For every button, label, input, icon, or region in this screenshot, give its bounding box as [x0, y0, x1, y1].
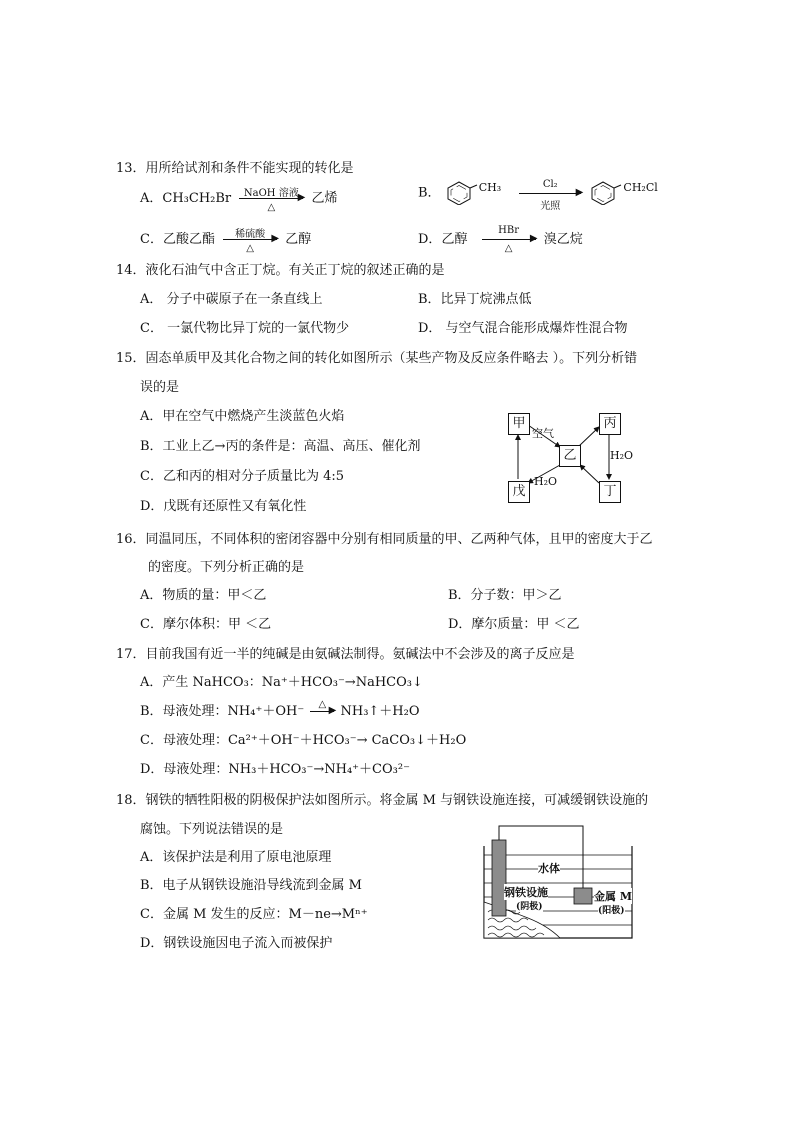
label-steel-cathode: (阴极) [516, 899, 543, 912]
q13-option-c [140, 228, 312, 254]
product: 乙烯 [311, 191, 338, 206]
q15-stem-line1: 15．固态单质甲及其化合物之间的转化如图所示（某些产物及反应条件略去 ）。下列分析错 [116, 351, 638, 366]
label-metal-m: 金属 M [594, 890, 633, 903]
q18-option-a: A．该保护法是利用了原电池原理 [140, 850, 332, 865]
node-wu: 戊 [508, 481, 530, 503]
reaction-arrow: 稀硫酸 ▶ △ [223, 239, 277, 240]
q13-option-a [140, 187, 338, 213]
equation-left: B．母液处理：NH₄⁺＋OH⁻ [140, 704, 305, 719]
q18-stem-line1: 18．钢铁的牺牲阳极的阴极保护法如图所示。将金属 M 与钢铁设施连接，可减缓钢铁设施的 [116, 793, 649, 808]
substituent: CH₂Cl [623, 180, 658, 194]
arrow-condition-above: NaOH 溶液 [243, 188, 299, 199]
arrow-condition-below: 光照 [540, 200, 561, 212]
reaction-arrow: △ ▶ [310, 711, 334, 712]
q15-option-d: D．戊既有还原性又有氧化性 [140, 499, 307, 514]
product: 溴乙烷 [543, 232, 583, 247]
q14-option-c: C． 一氯代物比异丁烷的一氯代物少 [140, 321, 350, 336]
option-label: C． [140, 232, 163, 247]
q17-stem: 17．目前我国有近一半的纯碱是由氨碱法制得。氨碱法中不会涉及的离子反应是 [116, 647, 575, 662]
q18-cathodic-protection-diagram [478, 822, 638, 942]
arrow-condition-below: △ [267, 202, 276, 213]
substituent: CH₃ [478, 180, 502, 194]
label-metal-anode: (阳极) [598, 903, 625, 916]
label-water: 水体 [538, 862, 560, 875]
reactant: CH₃CH₂Br [162, 191, 232, 206]
q16-option-a: A．物质的量：甲＜乙 [140, 588, 267, 603]
arrow-condition-above: Cl₂ [542, 178, 558, 190]
q17-option-d: D．母液处理：NH₃＋HCO₃⁻→NH₄⁺＋CO₃²⁻ [140, 762, 410, 777]
arrow-condition-above: 稀硫酸 [235, 229, 266, 240]
q14-option-b: B．比异丁烷沸点低 [418, 292, 532, 307]
option-label: A． [140, 191, 163, 206]
label-steel: 钢铁设施 [504, 886, 548, 899]
reaction-arrow: HBr ▶ △ [482, 239, 536, 240]
electrochem-setup [478, 822, 638, 942]
q13-option-b [418, 178, 672, 212]
reactant: 乙酸乙酯 [162, 232, 215, 247]
option-label: B． [418, 185, 441, 201]
q13-stem: 13．用所给试剂和条件不能实现的转化是 [116, 161, 354, 176]
q15-stem-line2: 误的是 [140, 380, 180, 395]
q14-option-a: A． 分子中碳原子在一条直线上 [140, 292, 323, 307]
q15-option-c: C．乙和丙的相对分子质量比为 4:5 [140, 469, 345, 484]
node-yi: 乙 [559, 445, 581, 467]
label-air: 空气 [532, 427, 554, 440]
node-ding: 丁 [599, 481, 621, 503]
q13-option-d [418, 225, 583, 254]
option-label: D． [418, 232, 442, 247]
q17-option-b [140, 700, 420, 719]
q16-option-b: B．分子数：甲＞乙 [448, 588, 562, 603]
q18-stem-line2: 腐蚀。下列说法错误的是 [140, 822, 284, 837]
reaction-arrow: Cl₂ ▶ 光照 [519, 193, 581, 194]
node-bing: 丙 [599, 413, 621, 435]
q16-stem-line1: 16．同温同压，不同体积的密闭容器中分别有相同质量的甲、乙两种气体，且甲的密度大于乙 [116, 532, 653, 547]
equation-right: NH₃↑＋H₂O [340, 704, 420, 719]
arrow-condition-above: HBr [498, 225, 520, 236]
q18-option-d: D．钢铁设施因电子流入而被保护 [140, 936, 333, 951]
q14-option-d: D． 与空气混合能形成爆炸性混合物 [418, 321, 628, 336]
q17-option-a: A．产生 NaHCO₃：Na⁺＋HCO₃⁻→NaHCO₃↓ [140, 675, 423, 690]
q17-option-c: C．母液处理：Ca²⁺＋OH⁻＋HCO₃⁻→ CaCO₃↓＋H₂O [140, 733, 467, 748]
reactant: 乙醇 [441, 232, 468, 247]
q14-stem: 14．液化石油气中含正丁烷。有关正丁烷的叙述正确的是 [116, 263, 445, 278]
label-h2o-right: H₂O [610, 449, 634, 462]
q16-stem-line2: 的密度。下列分析正确的是 [148, 560, 305, 575]
q18-option-b: B．电子从钢铁设施沿导线流到金属 M [140, 878, 362, 893]
label-h2o-left: H₂O [534, 475, 558, 488]
q15-option-b: B．工业上乙→丙的条件是：高温、高压、催化剂 [140, 439, 421, 454]
q18-option-c: C．金属 M 发生的反应：M－ne→Mⁿ⁺ [140, 907, 368, 922]
q16-option-d: D．摩尔质量：甲 ＜乙 [448, 617, 580, 632]
arrow-condition-below: △ [504, 243, 513, 254]
q15-option-a: A．甲在空气中燃烧产生淡蓝色火焰 [140, 409, 345, 424]
reaction-arrow: NaOH 溶液 ▶ △ [239, 198, 303, 199]
product: 乙醇 [285, 232, 312, 247]
arrow-condition-above: △ [318, 699, 327, 710]
node-jia: 甲 [508, 413, 530, 435]
q15-conversion-diagram [500, 405, 634, 505]
q16-option-c: C．摩尔体积：甲 ＜乙 [140, 617, 272, 632]
arrow-condition-below: △ [246, 243, 254, 254]
